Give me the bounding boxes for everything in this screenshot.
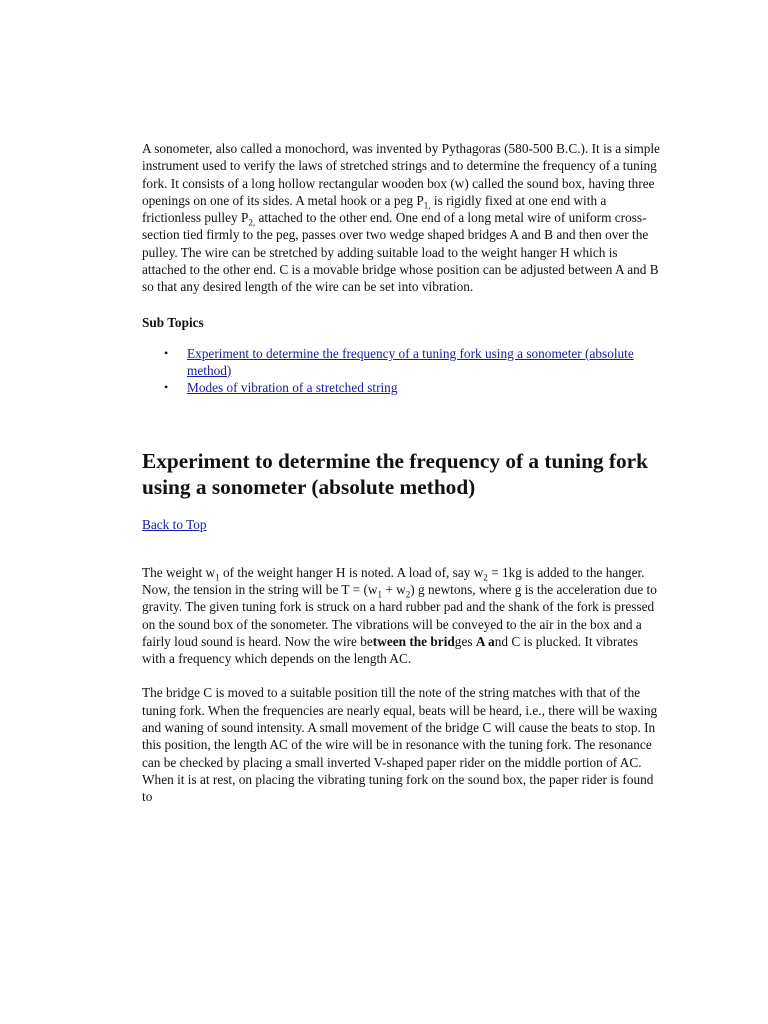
back-to-top-link[interactable]: Back to Top <box>142 516 207 532</box>
intro-text-1: A sonometer, also called a monochord, was invented by Pythagoras (580-500 B.C.). It is a simple instrument used to verify the laws of stretched strings and to determine the frequency of a tuning fork. It consists of a long hollow rectangular wooden box (w) called the sound box, having three openings on one of its sides. A metal hook or a peg P <box>142 141 660 208</box>
subscript: 2 <box>483 572 488 583</box>
section-heading: Experiment to determine the frequency of a tuning fork using a sonometer (absolute method) <box>142 448 648 499</box>
p2-text: of the weight hanger H is noted. A load of, say w <box>219 564 484 580</box>
intro-text-3: attached to the other end. One end of a long metal wire of uniform cross-section tied firmly to the peg, passes over two wedge shaped bridges A and B and then over the pulley. The wire can be stretched by adding suitable load to the weight hanger H which is attached to the other end. C is a movable bridge whose position can be adjusted between A and B so that any desired length of the wire can be set into vibration. <box>142 210 659 295</box>
subscript: 1, <box>423 200 431 211</box>
subtopic-link-modes[interactable]: Modes of vibration of a stretched string <box>187 379 398 395</box>
p2-text: ) g newtons, where g is the acceleration due to gravity. The given tuning fork is struck on a hard rubber pad and the shank of the fork is pressed on the sound box of the sonometer. The vibrations will be conveyed to the air in the box and a fairly loud sound is heard. Now the wire be <box>142 581 657 649</box>
subtopics-list <box>142 345 662 396</box>
p2-text: ges <box>454 633 476 649</box>
subtopic-link-experiment[interactable]: Experiment to determine the frequency of a tuning fork using a sonometer (absolute method) <box>187 345 634 378</box>
p2-text: = 1kg is added to the hanger. Now, the tension in the string will be T = (w <box>142 564 645 597</box>
back-to-top <box>142 516 662 533</box>
subscript: 1 <box>215 572 220 583</box>
p2-text: The weight w <box>142 564 216 580</box>
intro-paragraph <box>142 140 662 296</box>
subtopic-item <box>164 345 662 379</box>
document-body <box>142 140 662 806</box>
subscript: 2 <box>405 589 411 600</box>
p2-text: nd C is plucked. It vibrates with a frequency which depends on the length AC. <box>142 633 638 667</box>
subtopics-title: Sub Topics <box>142 314 204 330</box>
subscript: 2, <box>248 217 256 228</box>
bold-text: A a <box>475 633 495 649</box>
intro-text-2: is rigidly fixed at one end with a frictionless pulley P <box>142 192 607 226</box>
procedure-paragraph-2: The bridge C is moved to a suitable position till the note of the string matches with that of the tuning fork. When the frequencies are nearly equal, beats will be heard, i.e., there will be waxing and waning of sound intensity. A small movement of the bridge C will cause the beats to stop. In this position, the length AC of the wire will be in resonance with the tuning fork. The resonance can be checked by placing a small inverted V-shaped paper rider on the middle portion of AC. When it is at rest, on placing the vibrating tuning fork on the sound box, the paper rider is found to <box>142 685 658 805</box>
bullet-icon: • <box>164 345 169 360</box>
p2-text: + w <box>382 581 406 597</box>
procedure-paragraph-1 <box>142 564 662 668</box>
bullet-icon: • <box>164 379 169 394</box>
bold-text: tween the brid <box>372 633 455 649</box>
subscript: 1 <box>377 589 382 600</box>
subtopic-item <box>164 379 662 396</box>
